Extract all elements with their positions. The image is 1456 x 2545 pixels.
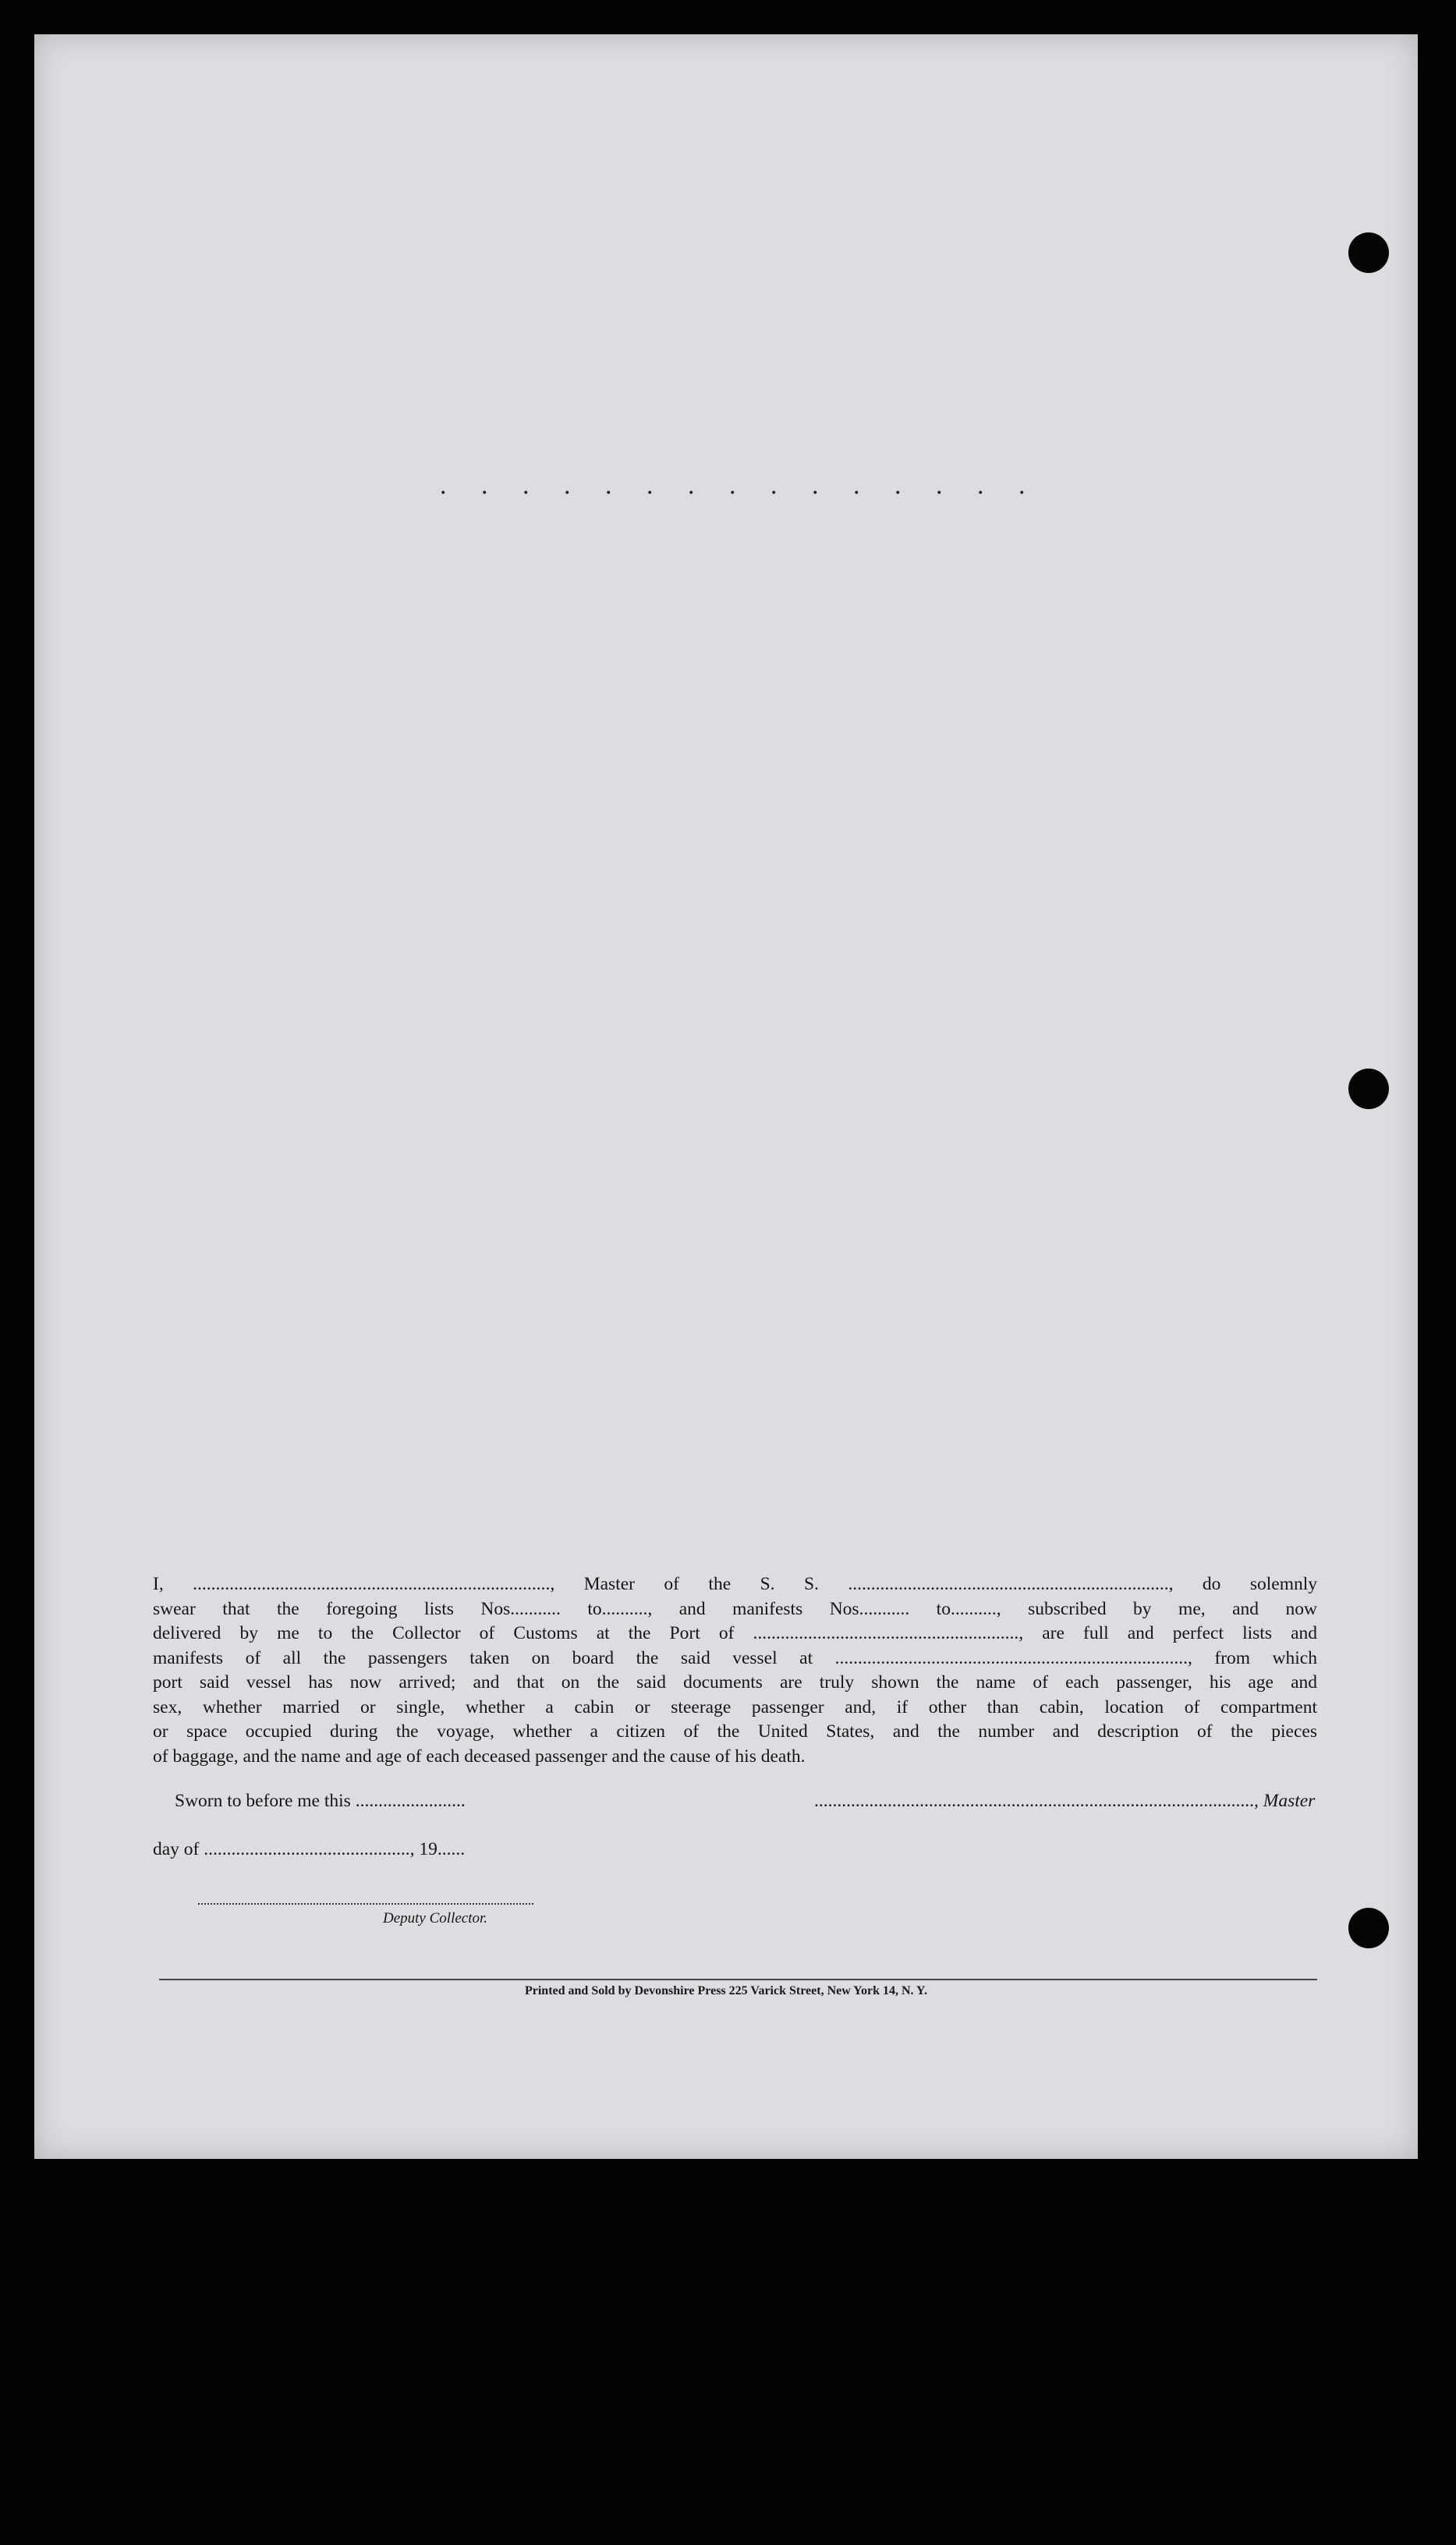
deputy-signature-line xyxy=(198,1903,533,1905)
day-of-line: day of ............................................., 19...... xyxy=(153,1839,466,1859)
oath-line: I, .............................................................................., Master of the S. S. ......................................................................, do solemnly xyxy=(153,1574,1317,1594)
master-blank: ................................................................................................ xyxy=(814,1791,1254,1811)
punch-hole-bottom xyxy=(1348,1908,1389,1948)
oath-line-last: of baggage, and the name and age of each deceased passenger and the cause of his death. xyxy=(153,1746,806,1767)
punch-hole-top xyxy=(1348,232,1389,273)
printer-imprint: Printed and Sold by Devonshire Press 225 Varick Street, New York 14, N. Y. xyxy=(524,1984,928,1997)
manifest-page xyxy=(34,34,1418,2159)
oath-paragraph xyxy=(153,1572,1317,1769)
master-signature-line xyxy=(814,1791,1315,1812)
sworn-line: Sworn to before me this ........................ xyxy=(175,1791,466,1811)
deputy-collector-label: Deputy Collector. xyxy=(383,1910,488,1926)
oath-line: swear that the foregoing lists Nos........... to.........., and manifests Nos........... to.........., subscribed by me, and now xyxy=(153,1598,1317,1619)
master-label: , Master xyxy=(1254,1791,1316,1811)
punch-hole-middle xyxy=(1348,1069,1389,1109)
oath-line: delivered by me to the Collector of Customs at the Port of .........................................................., are full and perfect lists and xyxy=(153,1623,1317,1643)
footer-rule xyxy=(159,1979,1317,1980)
oath-line: or space occupied during the voyage, whether a citizen of the United States, and the number and description of the pieces xyxy=(153,1721,1317,1742)
oath-line: sex, whether married or single, whether a cabin or steerage passenger and, if other than cabin, location of compartment xyxy=(153,1696,1317,1717)
oath-line: manifests of all the passengers taken on board the said vessel at ............................................................................., from which xyxy=(153,1647,1317,1668)
oath-line: port said vessel has now arrived; and that on the said documents are truly shown the name of each passenger, his age and xyxy=(153,1672,1317,1693)
dot-row: . . . . . . . . . . . . . . . xyxy=(440,471,1040,500)
